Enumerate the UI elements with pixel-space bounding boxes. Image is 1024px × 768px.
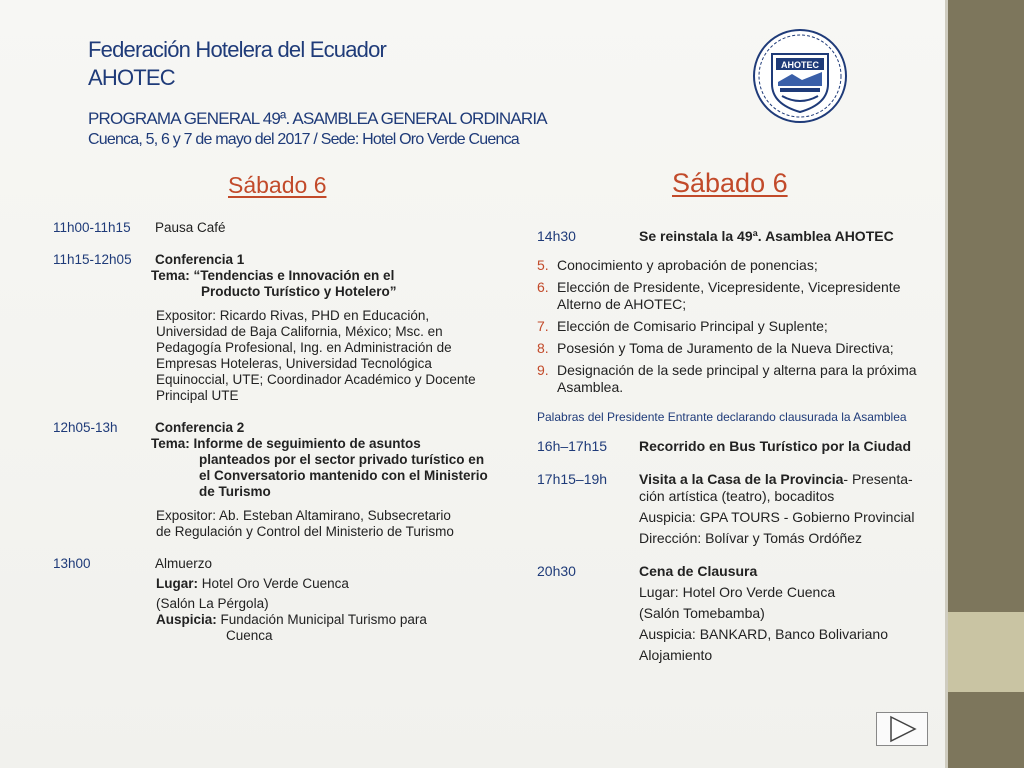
dinner-location: Lugar: Hotel Oro Verde Cuenca xyxy=(639,584,836,600)
venue-subtitle: Cuenca, 5, 6 y 7 de mayo del 2017 / Sede: Hotel Oro Verde Cuenca xyxy=(88,131,519,148)
agenda-num: 6. xyxy=(537,279,549,295)
dinner-lodging: Alojamiento xyxy=(639,647,713,663)
agenda-item-8 xyxy=(537,340,937,357)
schedule-item-bus-tour xyxy=(537,438,937,455)
agenda-text: Elección de Presidente, Vicepresidente, Vicepresidente Alterno de AHOTEC; xyxy=(557,279,901,312)
item-time: 20h30 xyxy=(537,563,576,579)
visit-sponsor: Auspicia: GPA TOURS - Gobierno Provincial xyxy=(639,509,915,525)
item-title: Se reinstala la 49ª. Asamblea AHOTEC xyxy=(639,228,894,244)
item-title: Conferencia 1 xyxy=(155,252,245,267)
item-time: 14h30 xyxy=(537,228,576,244)
lunch-location xyxy=(156,576,503,592)
agenda-item-9 xyxy=(537,362,937,396)
dinner-sponsor: Auspicia: BANKARD, Banco Bolivariano xyxy=(639,626,889,642)
left-schedule xyxy=(53,220,503,644)
conference-2-topic: Tema: Informe de seguimiento de asuntos planteados por el sector privado turístico en el Conversatorio mantenido con el Ministerio de Turismo xyxy=(151,436,488,499)
ahotec-seal-icon xyxy=(752,28,848,124)
topic-line-2: Producto Turístico y Hotelero” xyxy=(201,284,397,299)
lunch-sponsor-cont: Cuenca xyxy=(226,628,273,643)
visit-title: Visita a la Casa de la Provincia xyxy=(639,471,844,487)
agenda-num: 9. xyxy=(537,362,549,378)
visit-description xyxy=(639,471,937,505)
sponsor-label: Auspicia: xyxy=(156,612,217,627)
item-title: Conferencia 2 xyxy=(155,420,245,435)
schedule-item-reinstall xyxy=(537,228,937,245)
dinner-room: (Salón Tomebamba) xyxy=(639,605,765,621)
item-time: 13h00 xyxy=(53,556,91,571)
right-day-heading: Sábado 6 xyxy=(672,168,788,198)
agenda-num: 5. xyxy=(537,257,549,273)
agenda-num: 8. xyxy=(537,340,549,356)
schedule-item-conference-2 xyxy=(53,420,503,436)
item-title: Pausa Café xyxy=(155,220,226,235)
schedule-item-coffee xyxy=(53,220,503,236)
agenda-item-6 xyxy=(537,279,937,313)
agenda-text: Posesión y Toma de Juramento de la Nueva Directiva; xyxy=(557,340,894,356)
location-label: Lugar: xyxy=(156,576,198,591)
next-slide-button[interactable] xyxy=(876,712,928,746)
location-value: Hotel Oro Verde Cuenca xyxy=(201,576,349,591)
item-title: Recorrido en Bus Turístico por la Ciudad xyxy=(639,438,911,454)
program-title: PROGRAMA GENERAL 49ª. ASAMBLEA GENERAL ORDINARIA xyxy=(88,109,547,128)
lunch-room: (Salón La Pérgola) xyxy=(156,596,269,611)
schedule-item-dinner xyxy=(537,563,937,580)
sidebar-accent xyxy=(948,612,1024,692)
right-schedule xyxy=(537,228,937,664)
agenda-item-5 xyxy=(537,257,937,274)
play-next-icon xyxy=(877,713,927,745)
agenda-text: Conocimiento y aprobación de ponencias; xyxy=(557,257,818,273)
agenda-item-7 xyxy=(537,318,937,335)
visit-address: Dirección: Bolívar y Tomás Ordóñez xyxy=(639,530,863,546)
agenda-text: Designación de la sede principal y alterna para la próxima Asamblea. xyxy=(557,362,917,395)
logo-text: AHOTEC xyxy=(781,60,819,70)
lunch-sponsor xyxy=(156,612,503,628)
schedule-item-lunch xyxy=(53,556,503,572)
conference-1-topic xyxy=(151,268,503,300)
left-day-heading: Sábado 6 xyxy=(228,172,327,198)
conference-1-speaker: Expositor: Ricardo Rivas, PHD en Educación, Universidad de Baja California, México; Msc. en Pedagogía Profesional, Ing. en Administración de Empresas Hoteleras, Universidad Tecnológica Equinoccial, UTE; Coordinador Académico y Docente Principal UTE xyxy=(156,308,476,403)
item-time: 11h15-12h05 xyxy=(53,252,132,267)
item-title: Almuerzo xyxy=(155,556,213,571)
item-time: 11h00-11h15 xyxy=(53,220,131,235)
closing-remarks: Palabras del Presidente Entrante declarando clausurada la Asamblea xyxy=(537,410,907,424)
visit-detail: - Presenta-ción artística (teatro), bocaditos xyxy=(639,471,913,504)
agenda-num: 7. xyxy=(537,318,549,334)
topic-line-1: Tema: “Tendencias e Innovación en el xyxy=(151,268,395,283)
item-time: 12h05-13h xyxy=(53,420,118,435)
schedule-item-conference-1 xyxy=(53,252,503,268)
conference-2-speaker: Expositor: Ab. Esteban Altamirano, Subsecretario de Regulación y Control del Ministerio de Turismo xyxy=(156,508,454,539)
item-time: 16h–17h15 xyxy=(537,438,608,454)
ahotec-title: AHOTEC xyxy=(88,65,175,90)
schedule-item-visit xyxy=(537,471,937,505)
item-title: Cena de Clausura xyxy=(639,563,758,579)
agenda-text: Elección de Comisario Principal y Suplente; xyxy=(557,318,828,334)
federation-title: Federación Hotelera del Ecuador xyxy=(88,37,387,62)
slide-header xyxy=(88,36,728,150)
sponsor-value: Fundación Municipal Turismo para xyxy=(220,612,427,627)
item-time: 17h15–19h xyxy=(537,471,608,487)
